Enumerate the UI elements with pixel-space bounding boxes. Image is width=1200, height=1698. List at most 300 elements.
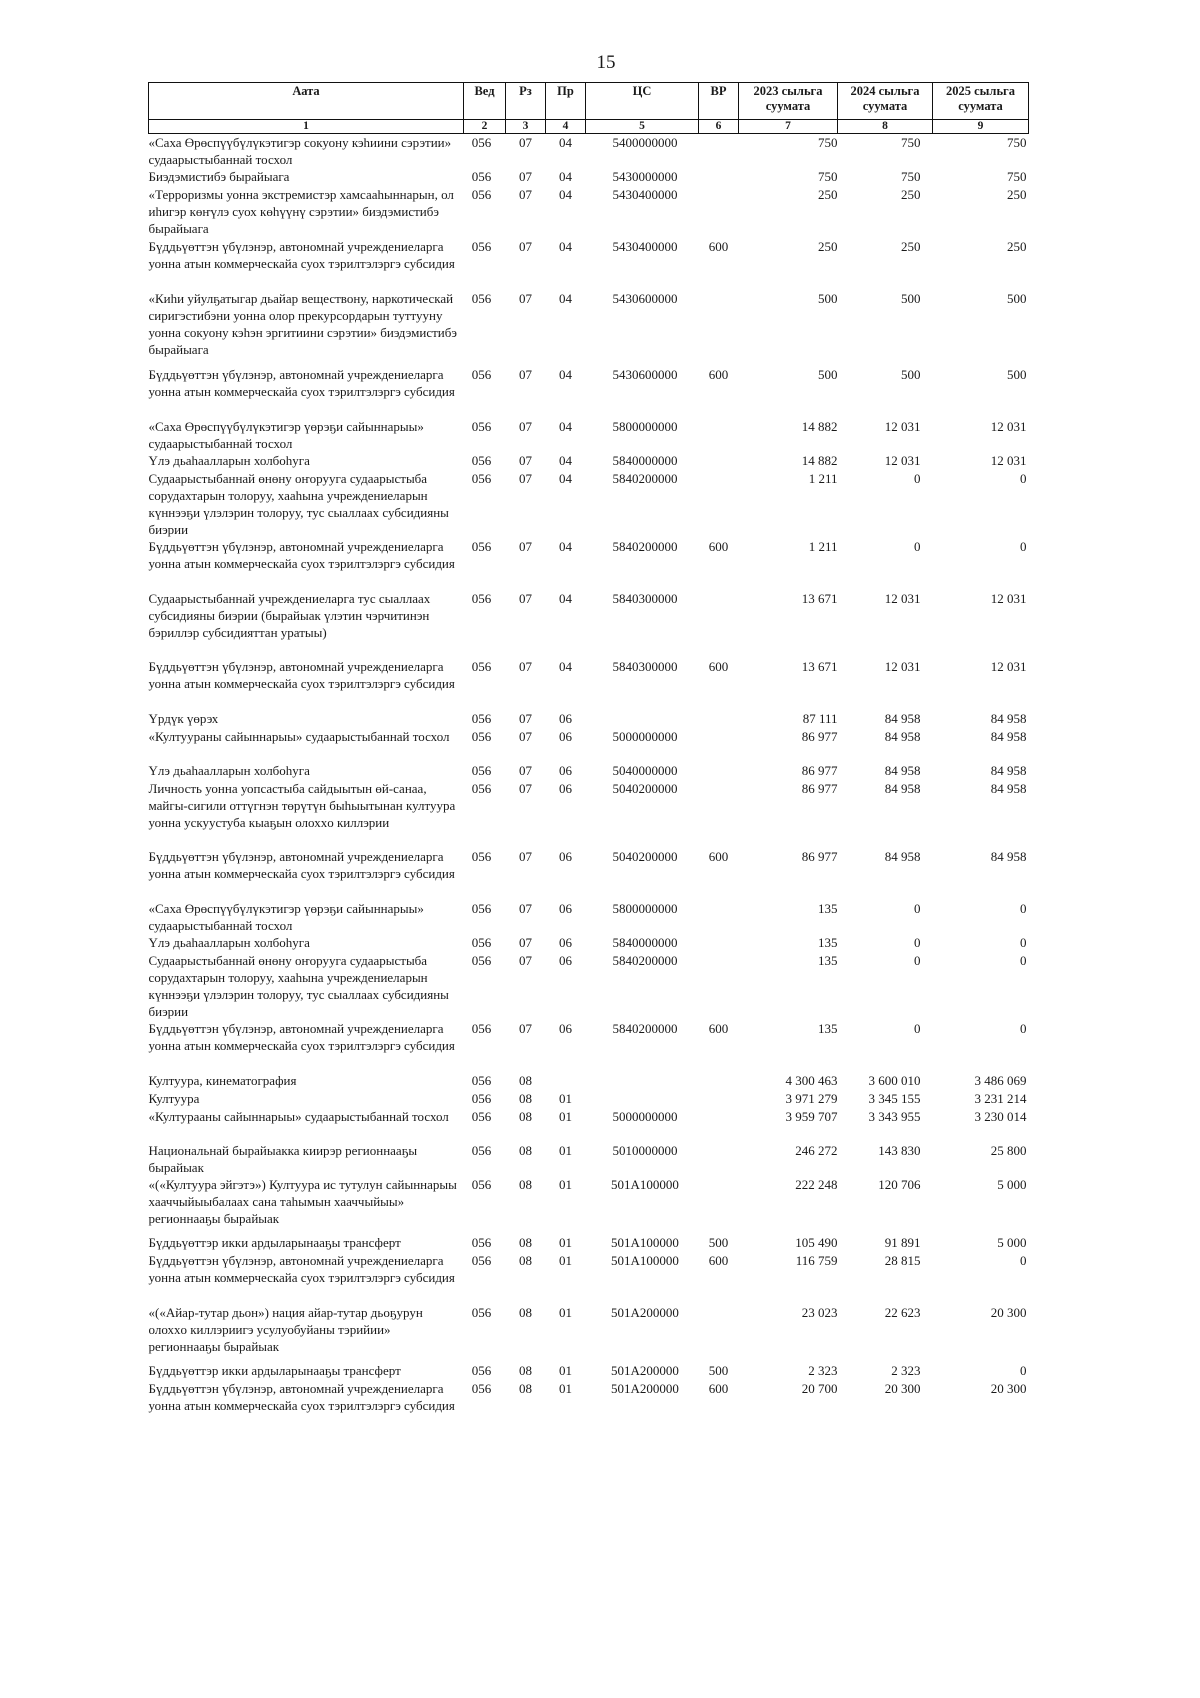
row-ved: 056 xyxy=(471,1091,492,1106)
table-row xyxy=(149,1072,1029,1090)
row-ved: 056 xyxy=(471,1381,492,1396)
row-cs: 5040200000 xyxy=(612,781,678,796)
row-amount-2023: 750 xyxy=(818,169,838,184)
row-amount-2024: 250 xyxy=(901,239,921,254)
row-name: «Култуураны сайыннарыы» судаарыстыбаннай тосхол xyxy=(148,729,450,744)
row-amount-2024: 0 xyxy=(914,935,921,950)
row-name: Үрдүк үөрэх xyxy=(148,711,219,726)
row-amount-2023: 135 xyxy=(818,1021,838,1036)
column-number: 3 xyxy=(506,120,546,134)
row-name: Бүддьүөттэн үбүлэнэр, автономнай учреждениеларга уонна атын коммерческайа суох тэрилтэлэргэ субсидия xyxy=(148,1021,455,1053)
table-row xyxy=(149,1234,1029,1252)
row-cs: 5040200000 xyxy=(612,849,678,864)
row-pr: 01 xyxy=(559,1177,572,1192)
row-name: «(«Айар-тутар дьон») нация айар-тутар дьоҕурун олохxo киллэриигэ усулуобуйаны тэрийии» регионнааҕы бырайыак xyxy=(148,1305,423,1354)
table-header xyxy=(149,83,1029,134)
table-row xyxy=(149,780,1029,848)
row-amount-2024: 143 830 xyxy=(878,1143,921,1158)
row-rz: 08 xyxy=(519,1381,532,1396)
row-amount-2023: 86 977 xyxy=(801,781,838,796)
row-ved: 056 xyxy=(471,367,492,382)
row-rz: 07 xyxy=(519,659,532,674)
row-pr: 01 xyxy=(559,1143,572,1158)
row-cs: 501A100000 xyxy=(611,1253,679,1268)
row-rz: 07 xyxy=(519,763,532,778)
row-amount-2024: 500 xyxy=(901,291,921,306)
row-pr: 04 xyxy=(559,187,572,202)
header-rz: Рз xyxy=(506,83,546,120)
row-cs: 5400000000 xyxy=(612,135,678,150)
row-ved: 056 xyxy=(471,763,492,778)
row-vr xyxy=(699,710,739,728)
row-amount-2025: 3 231 214 xyxy=(974,1091,1027,1106)
row-amount-2023: 135 xyxy=(818,935,838,950)
row-ved: 056 xyxy=(471,187,492,202)
row-amount-2023: 23 023 xyxy=(801,1305,838,1320)
row-cs: 5430400000 xyxy=(612,239,678,254)
row-cs xyxy=(586,1072,699,1090)
row-amount-2024: 500 xyxy=(901,367,921,382)
row-amount-2023: 14 882 xyxy=(801,453,838,468)
row-ved: 056 xyxy=(471,1143,492,1158)
row-vr xyxy=(699,762,739,780)
row-cs: 501A200000 xyxy=(611,1305,679,1320)
row-amount-2024: 28 815 xyxy=(884,1253,921,1268)
row-vr xyxy=(699,1304,739,1362)
row-amount-2025: 5 000 xyxy=(997,1177,1027,1192)
row-name: Бүддьүөттэр икки ардыларынааҕы трансферт xyxy=(148,1363,401,1378)
column-number: 7 xyxy=(739,120,838,134)
table-row xyxy=(149,366,1029,418)
row-amount-2023: 135 xyxy=(818,953,838,968)
row-rz: 07 xyxy=(519,1021,532,1036)
row-amount-2023: 86 977 xyxy=(801,763,838,778)
row-ved: 056 xyxy=(471,239,492,254)
row-rz: 07 xyxy=(519,169,532,184)
row-amount-2025: 0 xyxy=(1020,471,1027,486)
row-vr: 600 xyxy=(708,239,729,254)
row-amount-2024: 12 031 xyxy=(884,659,921,674)
row-pr: 06 xyxy=(559,729,572,744)
row-amount-2025: 0 xyxy=(1020,1021,1027,1036)
row-amount-2024: 2 323 xyxy=(891,1363,921,1378)
row-cs: 5840200000 xyxy=(612,1021,678,1036)
row-ved: 056 xyxy=(471,659,492,674)
row-pr: 01 xyxy=(559,1253,572,1268)
row-cs: 5430000000 xyxy=(612,169,678,184)
row-amount-2024: 250 xyxy=(901,187,921,202)
row-amount-2023: 222 248 xyxy=(795,1177,838,1192)
row-amount-2024: 84 958 xyxy=(884,729,921,744)
row-cs: 5430400000 xyxy=(612,187,678,202)
column-number: 6 xyxy=(699,120,739,134)
row-amount-2024: 91 891 xyxy=(884,1235,921,1250)
row-amount-2023: 500 xyxy=(818,367,838,382)
row-vr xyxy=(699,952,739,1020)
row-amount-2023: 13 671 xyxy=(801,659,838,674)
row-vr: 600 xyxy=(708,1021,729,1036)
row-amount-2024: 12 031 xyxy=(884,591,921,606)
row-pr: 04 xyxy=(559,367,572,382)
row-amount-2023: 135 xyxy=(818,901,838,916)
row-vr: 600 xyxy=(708,1381,729,1396)
row-amount-2023: 500 xyxy=(818,291,838,306)
row-vr xyxy=(699,186,739,238)
row-vr: 600 xyxy=(708,849,729,864)
budget-table-container xyxy=(148,82,1028,1432)
row-amount-2023: 1 211 xyxy=(808,539,838,554)
row-name: «Саха Өрөспүүбүлүкэтигэр үөрэҕи сайыннарыы» судаарыстыбаннай тосхол xyxy=(148,419,424,451)
row-name: Үлэ дьаһаалларын холбоһуга xyxy=(148,453,310,468)
row-amount-2024: 84 958 xyxy=(884,781,921,796)
row-amount-2023: 20 700 xyxy=(801,1381,838,1396)
row-amount-2025: 12 031 xyxy=(990,591,1027,606)
row-rz: 07 xyxy=(519,953,532,968)
row-rz: 07 xyxy=(519,453,532,468)
row-vr: 500 xyxy=(708,1235,729,1250)
row-amount-2025: 500 xyxy=(1007,367,1027,382)
row-ved: 056 xyxy=(471,539,492,554)
row-pr: 06 xyxy=(559,763,572,778)
row-name: Үлэ дьаһаалларын холбоһуга xyxy=(148,763,310,778)
row-name: Култуура, кинематография xyxy=(148,1073,297,1088)
table-row xyxy=(149,418,1029,452)
row-rz: 07 xyxy=(519,901,532,916)
row-name: Судаарыстыбаннай өнөну оҥорууга судаарыстыба сорудахтарын толоруу, хааһына учреждениеларын күннээҕи үлэлэрин толоруу, тус сыаллаах субсидияны биэрии xyxy=(148,471,449,537)
column-number: 8 xyxy=(838,120,933,134)
row-amount-2025: 84 958 xyxy=(990,729,1027,744)
header-name: Аата xyxy=(149,83,464,120)
row-amount-2025: 12 031 xyxy=(990,453,1027,468)
row-cs: 5430600000 xyxy=(612,367,678,382)
row-amount-2024: 12 031 xyxy=(884,453,921,468)
row-pr: 04 xyxy=(559,169,572,184)
row-amount-2025: 0 xyxy=(1020,935,1027,950)
row-amount-2025: 25 800 xyxy=(990,1143,1027,1158)
row-vr xyxy=(699,780,739,848)
table-row xyxy=(149,590,1029,658)
row-amount-2025: 0 xyxy=(1020,1253,1027,1268)
row-ved: 056 xyxy=(471,953,492,968)
row-cs: 5840000000 xyxy=(612,935,678,950)
row-amount-2025: 750 xyxy=(1007,169,1027,184)
column-number: 4 xyxy=(546,120,586,134)
row-pr: 06 xyxy=(559,901,572,916)
row-amount-2023: 86 977 xyxy=(801,729,838,744)
row-amount-2025: 0 xyxy=(1020,539,1027,554)
budget-table xyxy=(148,82,1029,1432)
row-pr: 01 xyxy=(559,1235,572,1250)
row-amount-2025: 0 xyxy=(1020,953,1027,968)
row-cs: 501A200000 xyxy=(611,1363,679,1378)
row-amount-2024: 3 343 955 xyxy=(868,1109,921,1124)
row-name: Судаарыстыбаннай учреждениеларга тус сыаллаах субсидияны биэрии (бырайыак үлэтин чэрчитинэн бэриллэр субсидияттан уратыы) xyxy=(148,591,431,640)
row-rz: 07 xyxy=(519,591,532,606)
row-vr: 600 xyxy=(708,367,729,382)
row-name: Бүддьүөттэр икки ардыларынааҕы трансферт xyxy=(148,1235,401,1250)
row-amount-2024: 0 xyxy=(914,901,921,916)
row-vr xyxy=(699,452,739,470)
row-amount-2024: 20 300 xyxy=(884,1381,921,1396)
row-ved: 056 xyxy=(471,291,492,306)
row-amount-2024: 12 031 xyxy=(884,419,921,434)
row-pr: 01 xyxy=(559,1363,572,1378)
row-rz: 07 xyxy=(519,187,532,202)
row-vr xyxy=(699,1090,739,1108)
row-rz: 07 xyxy=(519,729,532,744)
row-cs: 5430600000 xyxy=(612,291,678,306)
row-cs: 5840300000 xyxy=(612,659,678,674)
row-pr: 01 xyxy=(559,1109,572,1124)
row-amount-2024: 84 958 xyxy=(884,763,921,778)
table-row xyxy=(149,538,1029,590)
row-amount-2025: 250 xyxy=(1007,239,1027,254)
row-amount-2023: 2 323 xyxy=(808,1363,838,1378)
row-amount-2024: 3 345 155 xyxy=(868,1091,921,1106)
row-pr: 04 xyxy=(559,659,572,674)
row-amount-2023: 3 971 279 xyxy=(785,1091,838,1106)
header-2023: 2023 сыльга суумата xyxy=(739,83,838,120)
table-row xyxy=(149,1020,1029,1072)
row-amount-2023: 116 759 xyxy=(795,1253,838,1268)
row-amount-2024: 22 623 xyxy=(884,1305,921,1320)
table-row xyxy=(149,934,1029,952)
table-row xyxy=(149,952,1029,1020)
row-name: Бүддьүөттэн үбүлэнэр, автономнай учреждениеларга уонна атын коммерческайа суох тэрилтэлэргэ субсидия xyxy=(148,659,455,691)
row-pr: 01 xyxy=(559,1305,572,1320)
row-rz: 07 xyxy=(519,239,532,254)
row-pr: 01 xyxy=(559,1381,572,1396)
row-rz: 08 xyxy=(519,1305,532,1320)
row-ved: 056 xyxy=(471,901,492,916)
table-row xyxy=(149,900,1029,934)
row-name: «Саха Өрөспүүбүлүкэтигэр үөрэҕи сайыннарыы» судаарыстыбаннай тосхол xyxy=(148,901,424,933)
row-cs: 5840200000 xyxy=(612,953,678,968)
row-cs: 5010000000 xyxy=(612,1143,678,1158)
row-rz: 07 xyxy=(519,135,532,150)
table-row xyxy=(149,1142,1029,1176)
page-number: 15 xyxy=(596,52,616,73)
row-amount-2025: 500 xyxy=(1007,291,1027,306)
row-pr: 04 xyxy=(559,471,572,486)
row-amount-2025: 20 300 xyxy=(990,1305,1027,1320)
row-name: Бүддьүөттэн үбүлэнэр, автономнай учреждениеларга уонна атын коммерческайа суох тэрилтэлэргэ субсидия xyxy=(148,367,455,399)
table-row xyxy=(149,168,1029,186)
row-pr: 04 xyxy=(559,239,572,254)
table-row xyxy=(149,238,1029,290)
row-amount-2023: 14 882 xyxy=(801,419,838,434)
row-name: Бүддьүөттэн үбүлэнэр, автономнай учреждениеларга уонна атын коммерческайа суох тэрилтэлэргэ субсидия xyxy=(148,849,455,881)
header-row xyxy=(149,83,1029,120)
row-rz: 07 xyxy=(519,471,532,486)
row-rz: 08 xyxy=(519,1235,532,1250)
row-amount-2025: 84 958 xyxy=(990,781,1027,796)
row-cs: 501A100000 xyxy=(611,1235,679,1250)
header-ved: Вед xyxy=(464,83,506,120)
row-pr: 04 xyxy=(559,539,572,554)
row-vr xyxy=(699,900,739,934)
row-cs: 5000000000 xyxy=(612,1109,678,1124)
row-name: Култуура xyxy=(148,1091,200,1106)
row-cs: 5800000000 xyxy=(612,901,678,916)
row-amount-2024: 3 600 010 xyxy=(868,1073,921,1088)
column-number: 1 xyxy=(149,120,464,134)
row-vr xyxy=(699,1072,739,1090)
table-row xyxy=(149,1252,1029,1304)
row-vr: 500 xyxy=(708,1363,729,1378)
row-rz: 08 xyxy=(519,1177,532,1192)
row-amount-2024: 0 xyxy=(914,539,921,554)
row-rz: 08 xyxy=(519,1253,532,1268)
column-number: 2 xyxy=(464,120,506,134)
row-ved: 056 xyxy=(471,419,492,434)
row-vr xyxy=(699,1108,739,1142)
row-ved: 056 xyxy=(471,711,492,726)
row-vr: 600 xyxy=(708,1253,729,1268)
row-name: Үлэ дьаһаалларын холбоһуга xyxy=(148,935,310,950)
row-amount-2025: 84 958 xyxy=(990,711,1027,726)
column-number: 5 xyxy=(586,120,699,134)
row-ved: 056 xyxy=(471,1021,492,1036)
row-amount-2025: 0 xyxy=(1020,1363,1027,1378)
row-pr xyxy=(546,1072,586,1090)
row-name: Личность уонна уопсастыба сайдыытын өй-санаа, майгы-сигили оттүгнэн төрүтүн быһыытынан култуура уонна ускуустуба кыаҕын олохxo киллэрии xyxy=(148,781,456,830)
row-amount-2024: 84 958 xyxy=(884,849,921,864)
table-row xyxy=(149,710,1029,728)
row-rz: 07 xyxy=(519,291,532,306)
row-amount-2024: 0 xyxy=(914,953,921,968)
row-name: Бүддьүөттэн үбүлэнэр, автономнай учреждениеларга уонна атын коммерческайа суох тэрилтэлэргэ субсидия xyxy=(148,239,455,271)
row-ved: 056 xyxy=(471,1363,492,1378)
row-amount-2024: 0 xyxy=(914,471,921,486)
row-name: Бүддьүөттэн үбүлэнэр, автономнай учреждениеларга уонна атын коммерческайа суох тэрилтэлэргэ субсидия xyxy=(148,1253,455,1285)
row-amount-2023: 4 300 463 xyxy=(785,1073,838,1088)
table-row xyxy=(149,290,1029,366)
row-rz: 07 xyxy=(519,539,532,554)
row-amount-2025: 12 031 xyxy=(990,419,1027,434)
table-row xyxy=(149,1108,1029,1142)
row-amount-2023: 105 490 xyxy=(795,1235,838,1250)
row-ved: 056 xyxy=(471,1305,492,1320)
row-rz: 08 xyxy=(519,1109,532,1124)
table-row xyxy=(149,452,1029,470)
row-name: «Културааны сайыннарыы» судаарыстыбаннай тосхол xyxy=(148,1109,449,1124)
row-name: Биэдэмистибэ бырайыага xyxy=(148,169,290,184)
row-rz: 07 xyxy=(519,419,532,434)
row-pr: 04 xyxy=(559,419,572,434)
row-cs: 5840300000 xyxy=(612,591,678,606)
row-vr xyxy=(699,1142,739,1176)
row-amount-2023: 86 977 xyxy=(801,849,838,864)
row-vr xyxy=(699,470,739,538)
row-amount-2023: 250 xyxy=(818,187,838,202)
row-ved: 056 xyxy=(471,1177,492,1192)
row-cs: 5840200000 xyxy=(612,539,678,554)
row-pr: 04 xyxy=(559,591,572,606)
row-amount-2025: 20 300 xyxy=(990,1381,1027,1396)
row-amount-2025: 84 958 xyxy=(990,849,1027,864)
row-name: Национальнай бырайыакка киирэр регионнааҕы бырайыак xyxy=(148,1143,418,1175)
row-pr: 06 xyxy=(559,1021,572,1036)
row-pr: 04 xyxy=(559,453,572,468)
table-row xyxy=(149,728,1029,762)
row-ved: 056 xyxy=(471,1109,492,1124)
row-cs: 5000000000 xyxy=(612,729,678,744)
row-cs: 5840200000 xyxy=(612,471,678,486)
row-amount-2025: 84 958 xyxy=(990,763,1027,778)
table-row xyxy=(149,186,1029,238)
row-amount-2023: 246 272 xyxy=(795,1143,838,1158)
row-ved: 056 xyxy=(471,729,492,744)
row-name: «(«Култуура эйгэтэ») Култуура ис тутулун сайыннарыы хааччыйыыбалаах сана таһымын хааччыйыы» регионнааҕы бырайыак xyxy=(148,1177,457,1226)
column-number-row xyxy=(149,120,1029,134)
row-name: Бүддьүөттэн үбүлэнэр, автономнай учреждениеларга уонна атын коммерческайа суох тэрилтэлэргэ субсидия xyxy=(148,1381,455,1413)
row-ved: 056 xyxy=(471,453,492,468)
row-pr: 06 xyxy=(559,953,572,968)
row-vr: 600 xyxy=(708,659,729,674)
table-row xyxy=(149,658,1029,710)
row-amount-2023: 87 111 xyxy=(802,711,838,726)
row-pr: 06 xyxy=(559,849,572,864)
row-name: «Терроризмы уонна экстремистэр хамсааһыннарын, ол иһигэр көҥүлэ суох көһүүнү сэрэтии» биэдэмистибэ бырайыага xyxy=(148,187,454,236)
row-amount-2023: 250 xyxy=(818,239,838,254)
row-amount-2024: 120 706 xyxy=(878,1177,921,1192)
row-vr xyxy=(699,728,739,762)
table-row xyxy=(149,1090,1029,1108)
row-name: «Саха Өрөспүүбүлүкэтигэр сокуону кэһиини сэрэтии» судаарыстыбаннай тосхол xyxy=(148,135,452,167)
row-amount-2025: 0 xyxy=(1020,901,1027,916)
row-rz: 08 xyxy=(519,1143,532,1158)
row-pr: 04 xyxy=(559,291,572,306)
row-ved: 056 xyxy=(471,1253,492,1268)
row-ved: 056 xyxy=(471,591,492,606)
row-cs: 5040000000 xyxy=(612,763,678,778)
table-row xyxy=(149,762,1029,780)
row-pr: 04 xyxy=(559,135,572,150)
row-amount-2025: 3 486 069 xyxy=(974,1073,1027,1088)
row-vr xyxy=(699,590,739,658)
row-amount-2023: 13 671 xyxy=(801,591,838,606)
row-amount-2024: 750 xyxy=(901,169,921,184)
row-rz: 08 xyxy=(519,1363,532,1378)
row-cs xyxy=(586,710,699,728)
row-rz: 07 xyxy=(519,367,532,382)
row-cs: 501A100000 xyxy=(611,1177,679,1192)
table-row xyxy=(149,848,1029,900)
row-rz: 07 xyxy=(519,781,532,796)
row-amount-2024: 84 958 xyxy=(884,711,921,726)
row-amount-2023: 3 959 707 xyxy=(785,1109,838,1124)
row-amount-2025: 750 xyxy=(1007,135,1027,150)
row-cs: 5800000000 xyxy=(612,419,678,434)
row-vr xyxy=(699,1176,739,1234)
row-rz: 08 xyxy=(519,1073,532,1088)
row-pr: 06 xyxy=(559,711,572,726)
row-cs xyxy=(586,1090,699,1108)
row-ved: 056 xyxy=(471,849,492,864)
row-amount-2025: 3 230 014 xyxy=(974,1109,1027,1124)
row-pr: 06 xyxy=(559,781,572,796)
row-amount-2025: 5 000 xyxy=(997,1235,1027,1250)
row-cs: 501A200000 xyxy=(611,1381,679,1396)
row-vr xyxy=(699,418,739,452)
row-pr: 06 xyxy=(559,935,572,950)
row-vr xyxy=(699,134,739,169)
row-amount-2024: 750 xyxy=(901,135,921,150)
row-amount-2023: 1 211 xyxy=(808,471,838,486)
header-cs: ЦС xyxy=(586,83,699,120)
row-vr: 600 xyxy=(708,539,729,554)
